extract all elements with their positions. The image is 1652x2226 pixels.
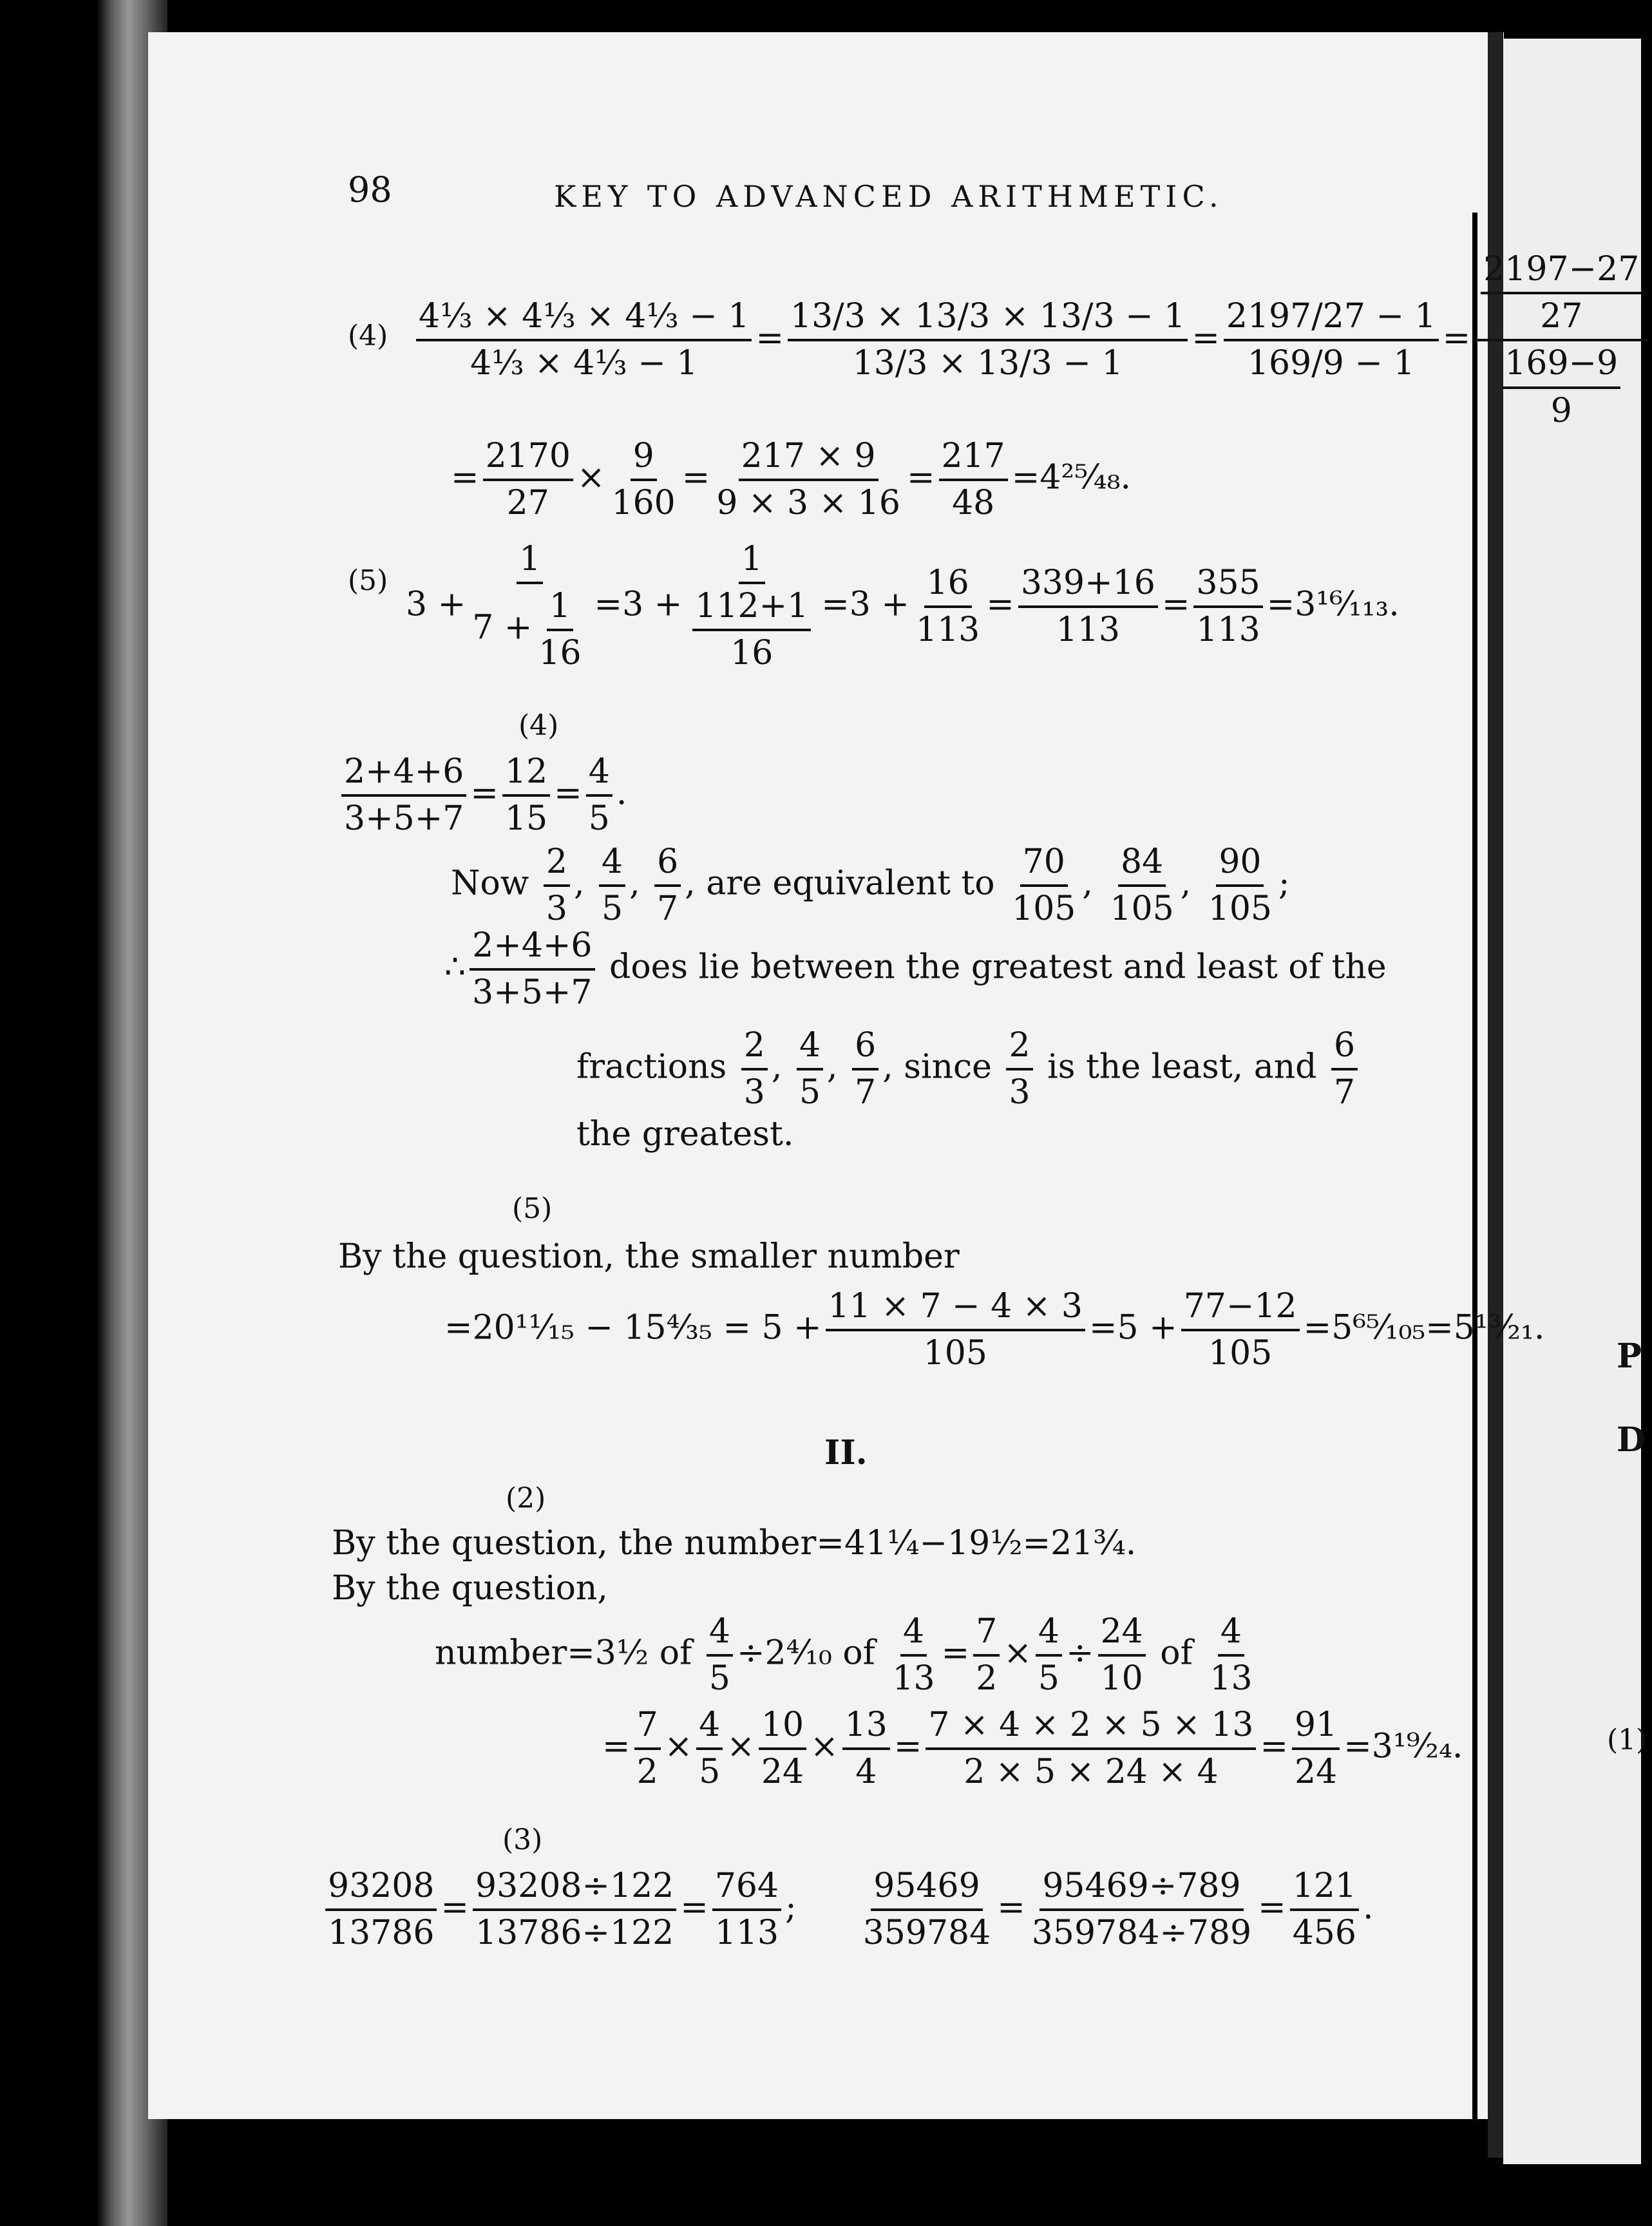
equation-line: $\frac{93208}{13786}$ = $\frac{93208\div 122}{13786\div 122}$ = $\frac{764}{113}$ ; $\frac{95469}{359784}$ = $\frac{95469\div 789}{359784\div 789}$ = $\frac{121}{456}$ . bbox=[325, 1868, 1373, 1952]
text-line: the greatest. bbox=[576, 1115, 794, 1154]
exercise-label: (5) bbox=[348, 564, 388, 597]
text-line: Now $\frac{2}{3}$ , $\frac{4}{5}$ , $\frac{6}{7}$ , are equivalent to $\frac{70}{105}$ , $\frac{84}{105}$ , $\frac{90}{105}$ ; bbox=[451, 842, 1290, 929]
text-line: By the question, bbox=[332, 1569, 608, 1608]
margin-letter: P bbox=[1617, 1337, 1642, 1376]
section-heading: II. bbox=[824, 1433, 868, 1472]
running-title: KEY TO ADVANCED ARITHMETIC. bbox=[554, 179, 1224, 214]
equation-line: $\frac{2+4+6}{3+5+7}$ = $\frac{12}{15}$ = $\frac{4}{5}$ . bbox=[341, 754, 627, 837]
text-line: ∴ $\frac{2+4+6}{3+5+7}$ does lie between the greatest and least of the bbox=[444, 926, 1387, 1013]
page-edge-line bbox=[1472, 213, 1477, 2132]
margin-label: (1) bbox=[1607, 1724, 1647, 1756]
equation-line: = $\frac{7}{2}$ × $\frac{4}{5}$ × $\frac{10}{24}$ × $\frac{13}{4}$ = $\frac{7 \times 4 \times 2 \times 5 \times 13}{2 \times 5 \times 24 \times 4}$ = $\frac{91}{24}$ =3¹⁹⁄₂₄. bbox=[602, 1706, 1463, 1792]
equation-line: 3 + 1 7 + $\frac{1}{16}$ =3 + $\frac{1}{\frac{112+1}{16}}$ =3 + $\frac{16}{113}$ = $\frac{339+16}{113}$ = $\frac{355}{113}$ =3¹⁶⁄₁₁₃. bbox=[406, 540, 1400, 673]
text-line: By the question, the number=41¼−19½=21¾. bbox=[332, 1524, 1137, 1563]
exercise-label: (4) bbox=[348, 319, 388, 352]
equation-line: = $\frac{2170}{27}$ × $\frac{9}{160}$ = $\frac{217 \times 9}{9 \times 3 \times 16}$ = $\frac{217}{48}$ =4²⁵⁄₄₈. bbox=[451, 437, 1132, 523]
section-label: (3) bbox=[502, 1823, 543, 1856]
page-number: 98 bbox=[348, 169, 392, 210]
section-label: (5) bbox=[512, 1192, 553, 1225]
equation-line: number=3½ of $\frac{4}{5}$ ÷2⁴⁄₁₀ of $\frac{4}{13}$ = $\frac{7}{2}$ × $\frac{4}{5}$ ÷ $\frac{24}{10}$ of $\frac{4}{13}$ bbox=[435, 1612, 1253, 1698]
equation-line: $\frac{\text{4⅓ × 4⅓ × 4⅓ − 1}}{\text{4⅓ × 4⅓ − 1}}$ = $\frac{13/3 \times 13/3 \times 13/3 - 1}{13/3 \times 13/3 - 1}$ = $\frac{2197/27 - 1}{169/9 - 1}$ = $\frac{\frac{2197-27}{27}}{\frac{169-9}{9}}$ bbox=[412, 251, 1652, 430]
text-line: fractions $\frac{2}{3}$ , $\frac{4}{5}$ , $\frac{6}{7}$ , since $\frac{2}{3}$ is the least, and $\frac{6}{7}$ bbox=[576, 1027, 1362, 1111]
text-line: By the question, the smaller number bbox=[338, 1237, 960, 1276]
section-label: (2) bbox=[506, 1482, 546, 1515]
equation-line: =20¹¹⁄₁₅ − 15⁴⁄₃₅ = 5 + $\frac{11 \times 7 - 4 \times 3}{105}$ =5 + $\frac{77-12}{105}$ =5⁶⁵⁄₁₀₅=5¹³⁄₂₁. bbox=[444, 1287, 1545, 1373]
section-label: (4) bbox=[518, 709, 559, 742]
margin-letter: D bbox=[1617, 1420, 1646, 1460]
